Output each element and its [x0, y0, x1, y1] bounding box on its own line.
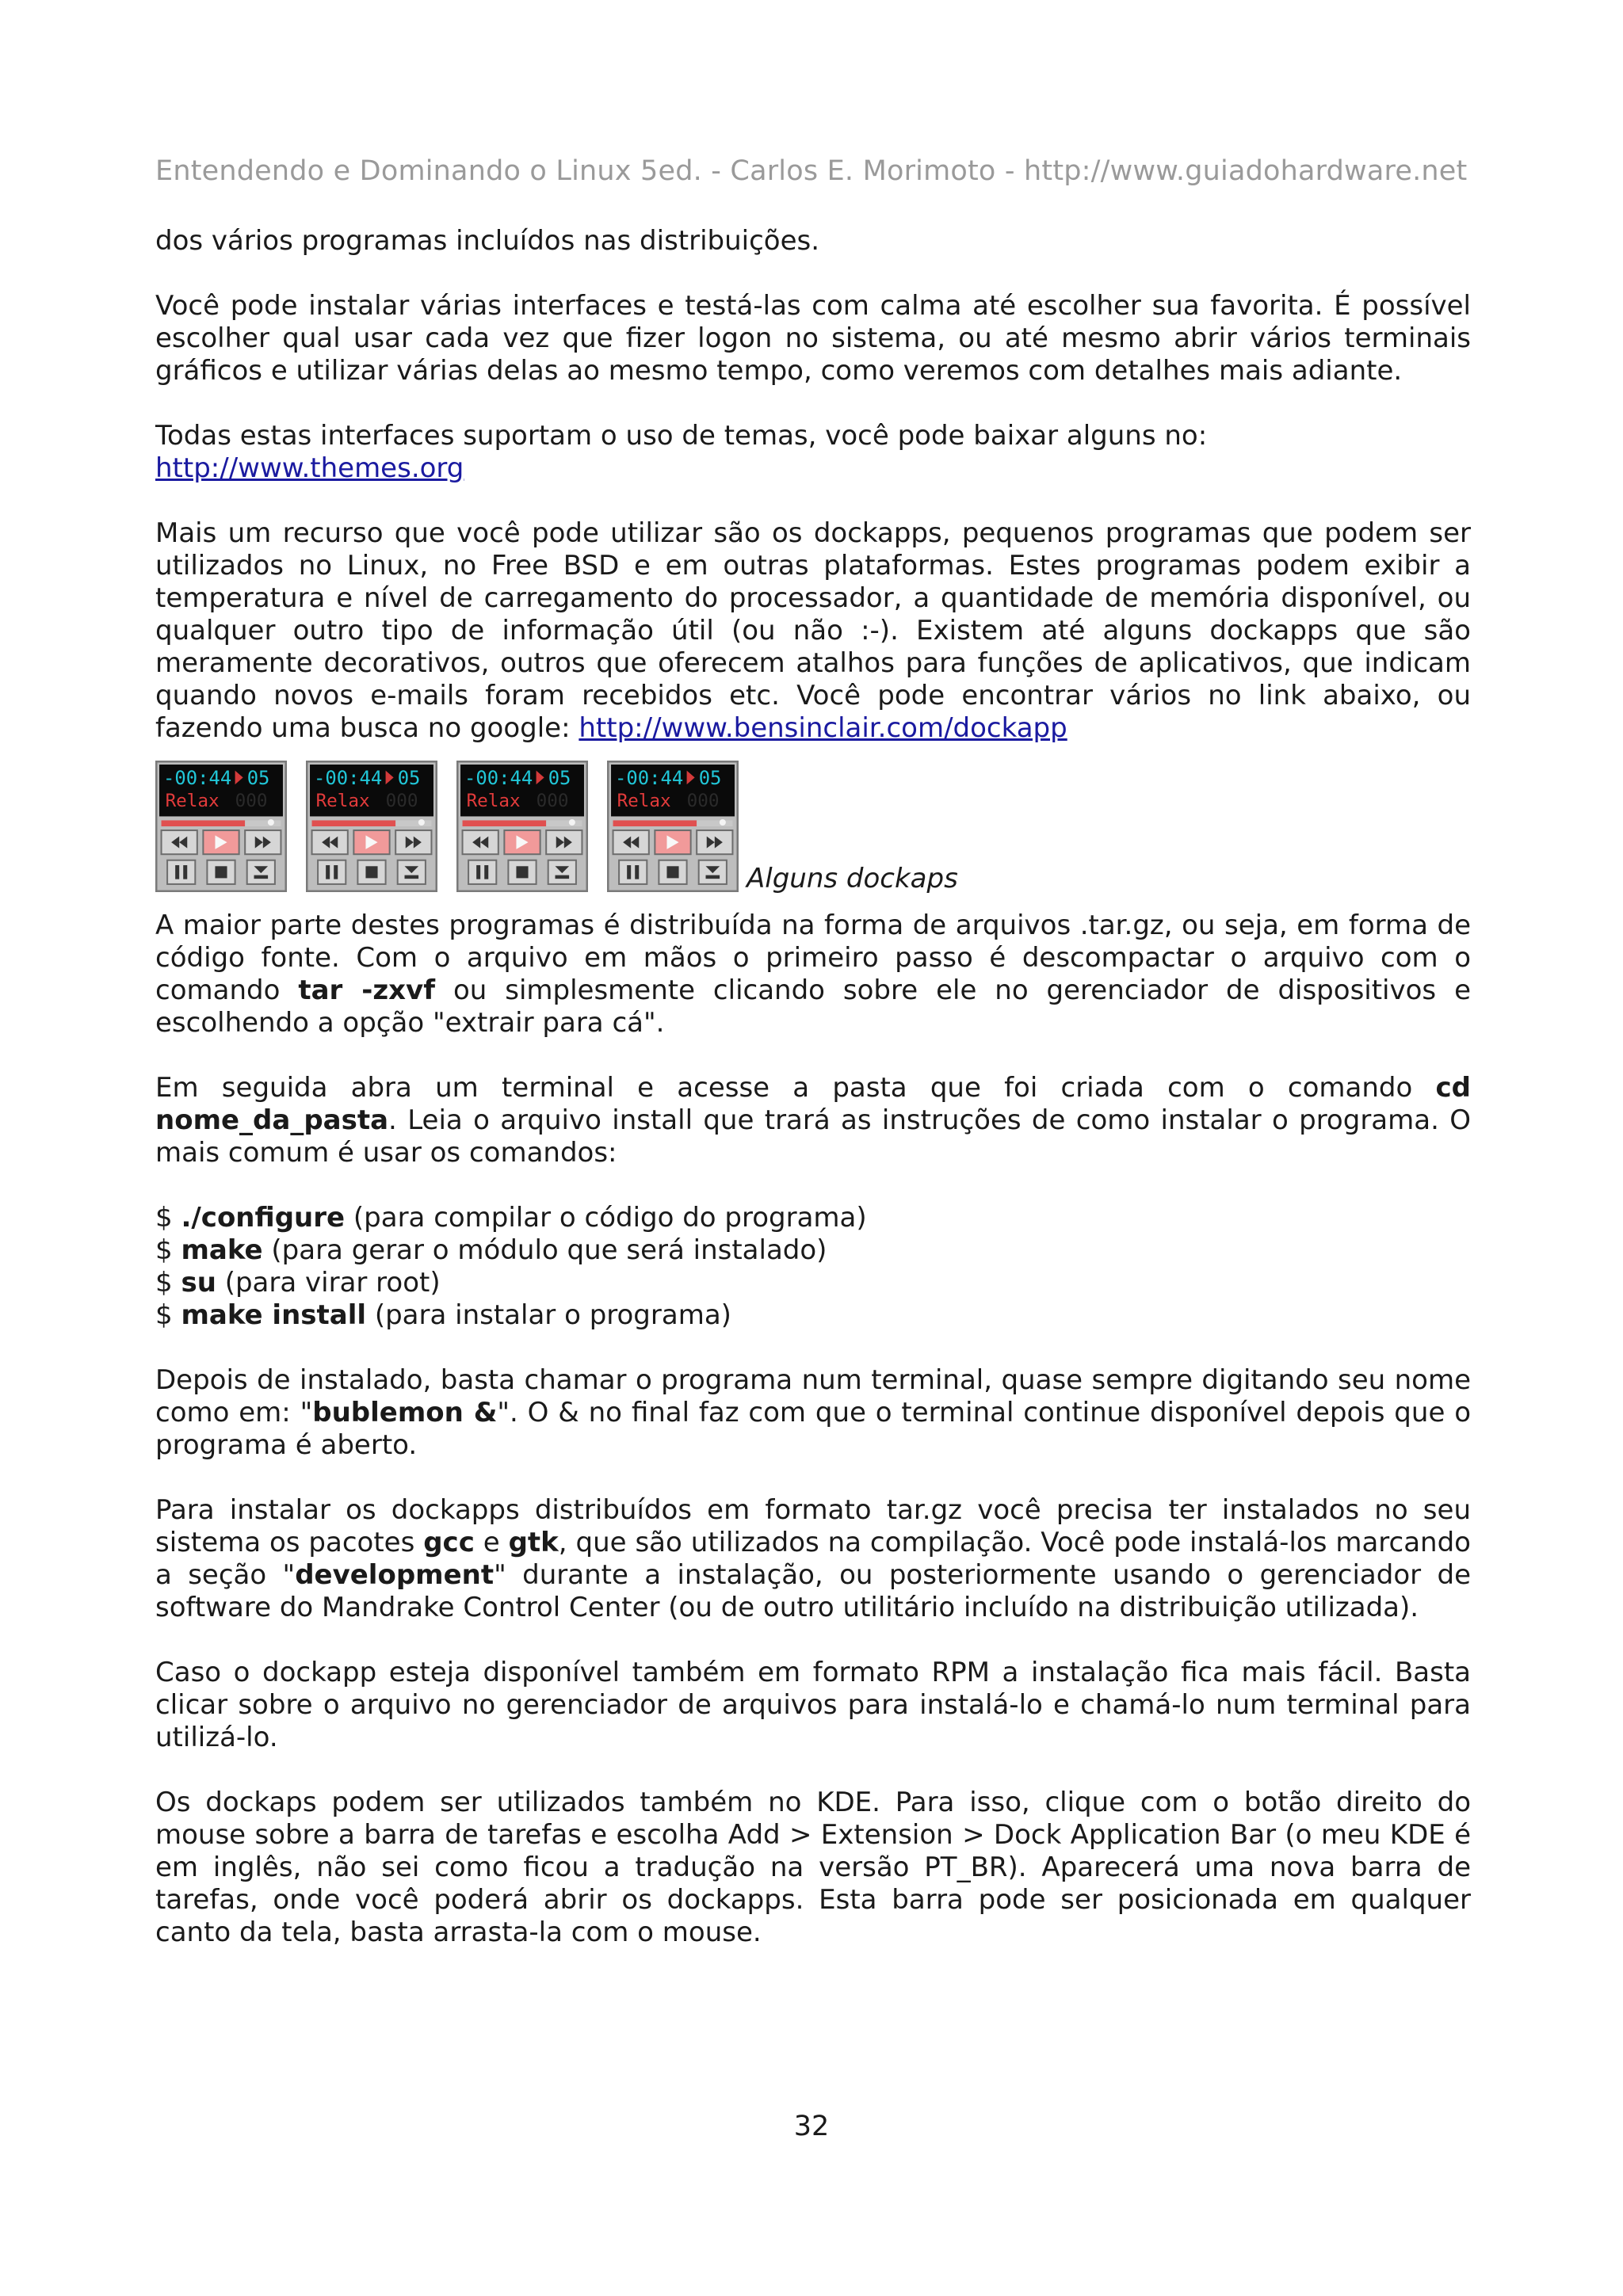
p7-text-c: ". O & no final faz com que o terminal continue disponível depois que o programa é aberto.	[155, 1397, 1472, 1461]
dockapp-link[interactable]: http://www.bensinclair.com/dockapp	[579, 712, 1067, 744]
body-text	[155, 225, 1471, 1981]
themes-link[interactable]: http://www.themes.org	[155, 452, 464, 484]
command-bublemon: bublemon &	[312, 1397, 498, 1428]
paragraph-6	[155, 1072, 1471, 1169]
package-gcc: gcc	[423, 1527, 475, 1558]
prompt: $	[155, 1299, 181, 1331]
command-line	[155, 1202, 1471, 1234]
command-desc: (para gerar o módulo que será instalado)	[262, 1234, 827, 1266]
dockapp-screenshot	[155, 761, 287, 892]
command-desc: (para compilar o código do programa)	[345, 1202, 867, 1234]
paragraph-4	[155, 517, 1471, 745]
page-number: 32	[793, 2111, 830, 2142]
command-desc: (para instalar o programa)	[366, 1299, 731, 1331]
command-cd: cd nome_da_pasta	[155, 1072, 1471, 1136]
prompt: $	[155, 1234, 181, 1266]
p7-text-a: Depois de instalado, basta chamar o programa num terminal, quase sempre digitando seu nome como em: "	[155, 1364, 1471, 1428]
p8-text-g: " durante a instalação, ou posteriormente usando o gerenciador de software do Mandrake Control Center (ou de outro utilitário incluído na distribuição utilizada).	[155, 1559, 1471, 1623]
dockapp-screenshot	[456, 761, 588, 892]
p6-text-a: Em seguida abra um terminal e acesse a pasta que foi criada com o comando	[155, 1072, 1436, 1104]
paragraph-1: dos vários programas incluídos nas distribuições.	[155, 225, 820, 257]
command-line	[155, 1267, 1471, 1299]
paragraph-7	[155, 1364, 1471, 1462]
command-list	[155, 1202, 1471, 1332]
command-line	[155, 1234, 1471, 1267]
p6-text-c: . Leia o arquivo install que trará as instruções de como instalar o programa. O mais comum é usar os comandos:	[155, 1104, 1471, 1169]
command-desc: (para virar root)	[216, 1267, 441, 1299]
paragraph-3	[155, 420, 1471, 485]
p5-text-a: A maior parte destes programas é distribuída na forma de arquivos .tar.gz, ou seja, em forma de código fonte. Com o arquivo em mãos o primeiro passo é descompactar o arquivo com o comando	[155, 910, 1471, 1006]
package-gtk: gtk	[508, 1527, 559, 1558]
paragraph-4-text: Mais um recurso que você pode utilizar são os dockapps, pequenos programas que podem ser utilizados no Linux, no Free BSD e em outras plataformas. Estes programas podem exibir a temperatura e nível de carregamento do processador, a quantidade de memória disponível, ou qualquer outro tipo de informação útil (ou não :-). Existem até alguns dockapps que são meramente decorativos, outros que oferecem atalhos para funções de aplicativos, que indicam quando novos e-mails foram recebidos etc. Você pode encontrar vários no link abaixo, ou fazendo uma busca no google:	[155, 517, 1471, 744]
running-header: Entendendo e Dominando o Linux 5ed. - Carlos E. Morimoto - http://www.guiadohardware.net	[155, 155, 1468, 187]
command: make install	[181, 1299, 367, 1331]
p8-text-e: , que são utilizados na compilação. Você pode instalá-los marcando a seção "	[155, 1527, 1471, 1591]
dockapps-figure	[155, 761, 1471, 892]
p8-text-a: Para instalar os dockapps distribuídos em formato tar.gz você precisa ter instalados no seu sistema os pacotes	[155, 1494, 1471, 1558]
paragraph-8	[155, 1494, 1471, 1624]
command-tar: tar -zxvf	[298, 974, 436, 1006]
paragraph-9: Caso o dockapp esteja disponível também em formato RPM a instalação fica mais fácil. Basta clicar sobre o arquivo no gerenciador de arquivos para instalá-lo e chamá-lo num terminal para utilizá-lo.	[155, 1657, 1471, 1753]
figure-caption: Alguns dockaps	[747, 863, 958, 894]
prompt: $	[155, 1267, 181, 1299]
dockapp-screenshot	[607, 761, 739, 892]
command-line	[155, 1299, 1471, 1332]
section-development: development	[295, 1559, 495, 1591]
command: ./configure	[181, 1202, 346, 1234]
p8-text-c: e	[474, 1527, 509, 1558]
paragraph-3-text: Todas estas interfaces suportam o uso de temas, você pode baixar alguns no:	[155, 420, 1208, 452]
paragraph-2: Você pode instalar várias interfaces e testá-las com calma até escolher sua favorita. É possível escolher qual usar cada vez que fizer logon no sistema, ou até mesmo abrir vários terminais gráficos e utilizar várias delas ao mesmo tempo, como veremos com detalhes mais adiante.	[155, 290, 1471, 387]
command: make	[181, 1234, 263, 1266]
dockapp-screenshot	[306, 761, 437, 892]
p5-text-c: ou simplesmente clicando sobre ele no gerenciador de dispositivos e escolhendo a opção "extrair para cá".	[155, 974, 1471, 1039]
paragraph-5	[155, 910, 1471, 1039]
paragraph-10: Os dockaps podem ser utilizados também no KDE. Para isso, clique com o botão direito do mouse sobre a barra de tarefas e escolha Add > Extension > Dock Application Bar (o meu KDE é em inglês, não sei como ficou a tradução na versão PT_BR). Aparecerá uma nova barra de tarefas, onde você poderá abrir os dockapps. Esta barra pode ser posicionada em qualquer canto da tela, basta arrasta-la com o mouse.	[155, 1787, 1471, 1948]
command: su	[181, 1267, 216, 1299]
prompt: $	[155, 1202, 181, 1234]
